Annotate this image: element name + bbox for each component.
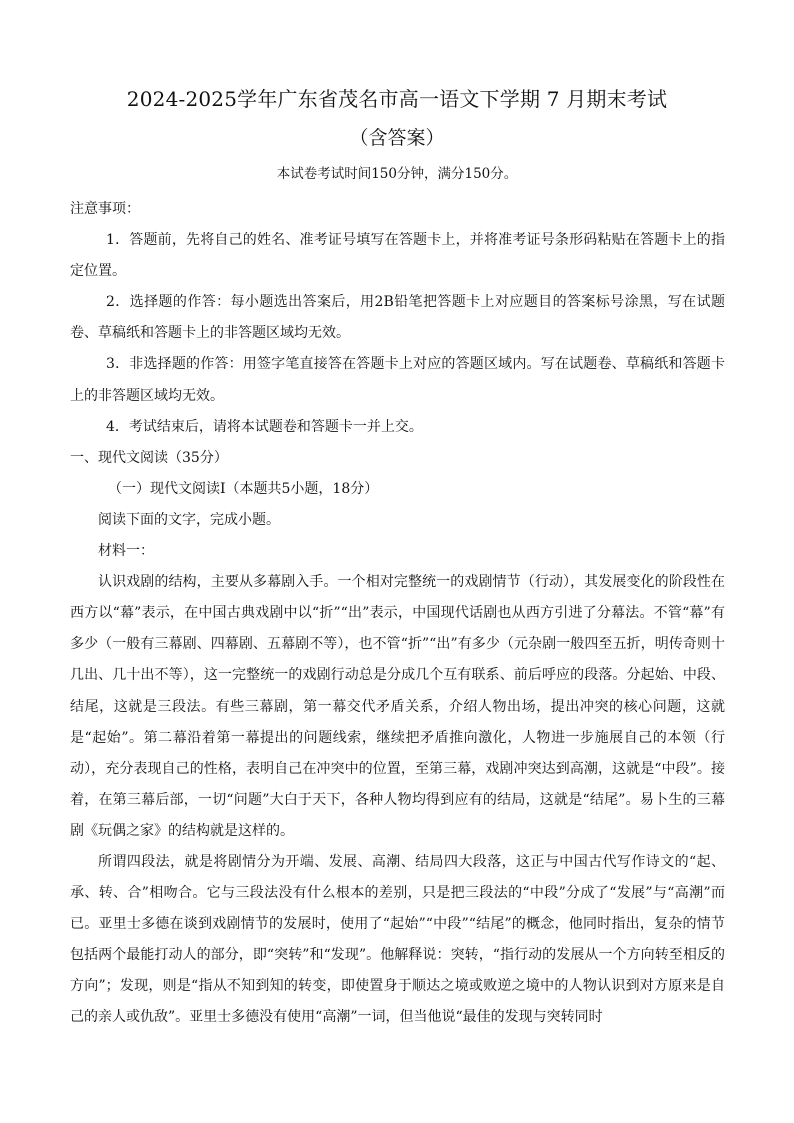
passage-paragraph: 认识戏剧的结构，主要从多幕剧入手。一个相对完整统一的戏剧情节（行动），其发展变化的阶段性在西方以“幕”表示，在中国古典戏剧中以“折”“出”表示，中国现代话剧也从西方引进了分幕法。不管“幕”有多少（一般有三幕剧、四幕剧、五幕剧不等），也不管“折”“出”有多少（元杂剧一般四至五折，明传奇则十几出、几十出不等），这一完整统一的戏剧行动总是分成几个互有联系、前后呼应的段落。分起始、中段、结尾，这就是三段法。有些三幕剧，第一幕交代矛盾关系，介绍人物出场，提出冲突的核心问题，这就是“起始”。第二幕沿着第一幕提出的问题线索，继续把矛盾推向激化，人物进一步施展自己的本领（行动），充分表现自己的性格，表明自己在冲突中的位置，至第三幕，戏剧冲突达到高潮，这就是“中段”。接着，在第三幕后部，一切“问题”大白于天下，各种人物均得到应有的结局，这就是“结尾”。易卜生的三幕剧《玩偶之家》的结构就是这样的。 <box>70 574 725 839</box>
document-subtitle: （含答案） <box>349 127 445 149</box>
notice-item: 4．考试结束后，请将本试题卷和答题卡一并上交。 <box>106 418 423 435</box>
notice-item: 3．非选择题的作答：用签字笔直接答在答题卡上对应的答题区域内。写在试题卷、草稿纸和答题卡上的非答题区域均无效。 <box>70 356 725 404</box>
reading-instruction: 阅读下面的文字，完成小题。 <box>98 511 280 528</box>
exam-body <box>70 194 725 1034</box>
section-heading: 一、现代文阅读（35分） <box>70 449 228 466</box>
notice-item: 2．选择题的作答：每小题选出答案后，用2B铅笔把答题卡上对应题目的答案标号涂黑，写在试题卷、草稿纸和答题卡上的非答题区域均无效。 <box>70 294 725 342</box>
exam-time-note: 本试卷考试时间150分钟，满分150分。 <box>276 166 518 182</box>
material-label: 材料一： <box>98 543 154 560</box>
document-title: 2024-2025学年广东省茂名市高一语文下学期 7 月期末考试 <box>126 87 668 111</box>
passage-paragraph: 所谓四段法，就是将剧情分为开端、发展、高潮、结局四大段落，这正与中国古代写作诗文的“起、承、转、合”相吻合。它与三段法没有什么根本的差别，只是把三段法的“中段”分成了“发展”与“高潮”而已。亚里士多德在谈到戏剧情节的发展时，使用了“起始”“中段”“结尾”的概念，他同时指出，复杂的情节包括两个最能打动人的部分，即“突转”和“发现”。他解释说：突转，“指行动的发展从一个方向转至相反的方向”；发现，则是“指从不知到知的转变，即使置身于顺达之境或败逆之境中的人物认识到对方原来是自己的亲人或仇敌”。亚里士多德没有使用“高潮”一词，但当他说“最佳的发现与突转同时 <box>70 853 725 1026</box>
subsection-heading: （一）现代文阅读Ⅰ（本题共5小题，18分） <box>108 480 379 497</box>
notice-heading: 注意事项： <box>70 201 140 217</box>
notice-item: 1．答题前，先将自己的姓名、准考证号填写在答题卡上，并将准考证号条形码粘贴在答题卡上的指定位置。 <box>70 232 725 280</box>
